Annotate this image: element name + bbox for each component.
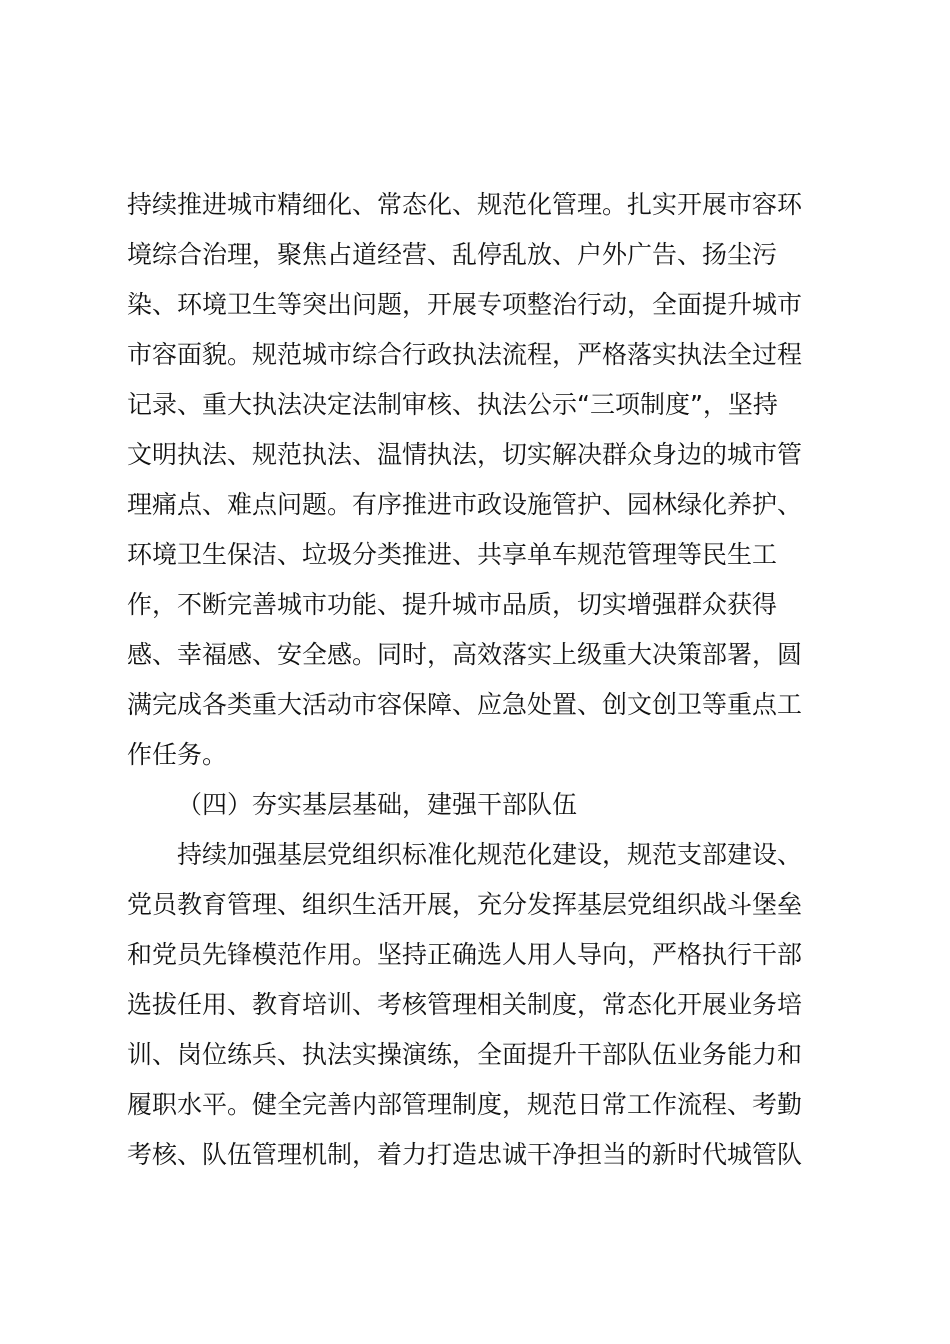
paragraph-line: 作，不断完善城市功能、提升城市品质，切实增强群众获得 (127, 590, 778, 619)
paragraph-line: 满完成各类重大活动市容保障、应急处置、创文创卫等重点工 (127, 690, 803, 719)
paragraph-line: 训、岗位练兵、执法实操演练，全面提升干部队伍业务能力和 (127, 1040, 803, 1069)
paragraph-line: 选拔任用、教育培训、考核管理相关制度，常态化开展业务培 (127, 990, 803, 1019)
paragraph-line: 环境卫生保洁、垃圾分类推进、共享单车规范管理等民生工 (127, 540, 778, 569)
paragraph-line: 考核、队伍管理机制，着力打造忠诚干净担当的新时代城管队 (127, 1140, 803, 1169)
paragraph-line: 持续推进城市精细化、常态化、规范化管理。扎实开展市容环 (127, 190, 803, 219)
paragraph-line: 文明执法、规范执法、温情执法，切实解决群众身边的城市管 (127, 440, 803, 469)
paragraph-line: 持续加强基层党组织标准化规范化建设，规范支部建设、 (177, 840, 803, 869)
paragraph-line: 染、环境卫生等突出问题，开展专项整治行动，全面提升城市 (127, 290, 803, 319)
paragraph-line: 和党员先锋模范作用。坚持正确选人用人导向，严格执行干部 (127, 940, 803, 969)
paragraph-line: 理痛点、难点问题。有序推进市政设施管护、园林绿化养护、 (127, 490, 803, 519)
paragraph-line: 作任务。 (127, 740, 228, 769)
paragraph-line: 履职水平。健全完善内部管理制度，规范日常工作流程、考勤 (127, 1090, 803, 1119)
paragraph-line: 党员教育管理、组织生活开展，充分发挥基层党组织战斗堡垒 (127, 890, 803, 919)
paragraph-line: 感、幸福感、安全感。同时，高效落实上级重大决策部署，圆 (127, 640, 803, 669)
paragraph-line: 市容面貌。规范城市综合行政执法流程，严格落实执法全过程 (127, 340, 803, 369)
paragraph-line: 记录、重大执法决定法制审核、执法公示“三项制度”，坚持 (127, 390, 778, 419)
paragraph-line: 境综合治理，聚焦占道经营、乱停乱放、户外广告、扬尘污 (127, 240, 778, 269)
section-heading: （四）夯实基层基础，建强干部队伍 (177, 790, 578, 819)
document-body (127, 180, 831, 1180)
